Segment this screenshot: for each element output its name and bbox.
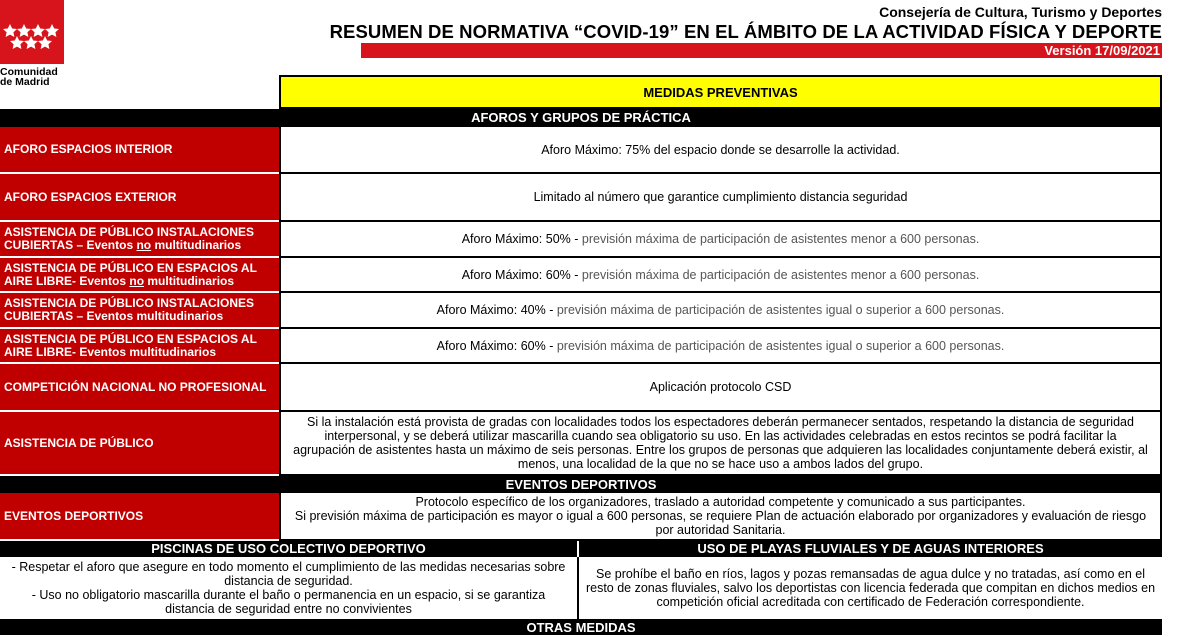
page-title: RESUMEN DE NORMATIVA “COVID-19” EN EL ÁMBITO DE LA ACTIVIDAD FÍSICA Y DEPORTE <box>329 21 1162 42</box>
table-row <box>0 258 1162 293</box>
table-row <box>0 222 1162 258</box>
measures-table <box>0 75 1162 635</box>
pools-title: PISCINAS DE USO COLECTIVO DEPORTIVO <box>0 541 577 557</box>
table-row-events <box>0 493 1162 541</box>
split-body-row <box>0 557 1162 619</box>
madrid-flag-icon <box>0 0 64 64</box>
row-label: ASISTENCIA DE PÚBLICO INSTALACIONES CUBIERTAS – Eventos multitudinarios <box>0 293 279 329</box>
row-label: AFORO ESPACIOS EXTERIOR <box>0 174 279 222</box>
row-label: COMPETICIÓN NACIONAL NO PROFESIONAL <box>0 364 279 412</box>
row-value: Aforo Máximo: 40% - previsión máxima de participación de asistentes igual o superior a 600 personas. <box>279 293 1162 329</box>
split-header-row <box>0 541 1162 557</box>
pools-text: - Respetar el aforo que asegure en todo momento el cumplimiento de las medidas necesarias sobre distancia de seguridad. - Uso no obligatorio mascarilla durante el baño o permanencia en un espacio, si se garantiza distancia de seguridad entre no convivientes <box>11 560 566 616</box>
row-label: ASISTENCIA DE PÚBLICO EN ESPACIOS AL AIRE LIBRE- Eventos no multitudinarios <box>0 258 279 293</box>
table-row <box>0 364 1162 412</box>
row-value: Limitado al número que garantice cumplimiento distancia seguridad <box>279 174 1162 222</box>
row-label: ASISTENCIA DE PÚBLICO <box>0 412 279 476</box>
row-value: Protocolo específico de los organizadores, traslado a autoridad competente y comunicado a sus participantes. Si previsión máxima de participación es mayor o igual a 600 personas, se requiere Plan de actuación elaborado por organizadores y evaluación de riesgo por autoridad Sanitaria. <box>279 493 1162 541</box>
row-label: AFORO ESPACIOS INTERIOR <box>0 127 279 174</box>
row-value: Aforo Máximo: 75% del espacio donde se desarrolle la actividad. <box>279 127 1162 174</box>
beaches-title: USO DE PLAYAS FLUVIALES Y DE AGUAS INTERIORES <box>577 541 1162 557</box>
row-label: ASISTENCIA DE PÚBLICO INSTALACIONES CUBIERTAS – Eventos no multitudinarios <box>0 222 279 258</box>
section-other: OTRAS MEDIDAS <box>0 619 1162 635</box>
row-value: Aforo Máximo: 60% - previsión máxima de participación de asistentes menor a 600 personas. <box>279 258 1162 293</box>
table-row <box>0 293 1162 329</box>
table-row <box>0 127 1162 174</box>
logo <box>0 0 70 87</box>
main-header: MEDIDAS PREVENTIVAS <box>279 75 1162 109</box>
department-name: Consejería de Cultura, Turismo y Deportes <box>879 4 1162 20</box>
row-value: Si la instalación está provista de gradas con localidades todos los espectadores deberán permanecer sentados, respetando la distancia de seguridad interpersonal, y se deberá utilizar mascarilla cuando sea obligatorio su uso. En las actividades celebradas en estos recintos se podrá facilitar la agrupación de asistentes hasta un máximo de seis personas. Entre los grupos de personas que adquieren las localidades conjuntamente deberá existir, al menos, una localidad de la que no se hace uso a ambos lados del grupo. <box>279 412 1162 476</box>
beaches-text: Se prohíbe el baño en ríos, lagos y pozas remansadas de agua dulce y no tratadas, así como en el resto de zonas fluviales, salvo los deportistas con licencia federada que compitan en dichos medios en competición oficial acreditada con certificado de Federación correspondiente. <box>577 557 1162 619</box>
row-label: ASISTENCIA DE PÚBLICO EN ESPACIOS AL AIRE LIBRE- Eventos multitudinarios <box>0 329 279 364</box>
row-value: Aplicación protocolo CSD <box>279 364 1162 412</box>
table-row <box>0 174 1162 222</box>
logo-text: Comunidad de Madrid <box>0 66 58 88</box>
main-header-row <box>0 75 1162 109</box>
table-row <box>0 329 1162 364</box>
section-events: EVENTOS DEPORTIVOS <box>0 476 1162 493</box>
section-aforos: AFOROS Y GRUPOS DE PRÁCTICA <box>0 109 1162 127</box>
version-bar: Versión 17/09/2021 <box>361 43 1162 58</box>
table-row <box>0 412 1162 476</box>
row-value: Aforo Máximo: 50% - previsión máxima de participación de asistentes menor a 600 personas. <box>279 222 1162 258</box>
row-label: EVENTOS DEPORTIVOS <box>0 493 279 541</box>
row-value: Aforo Máximo: 60% - previsión máxima de participación de asistentes igual o superior a 600 personas. <box>279 329 1162 364</box>
